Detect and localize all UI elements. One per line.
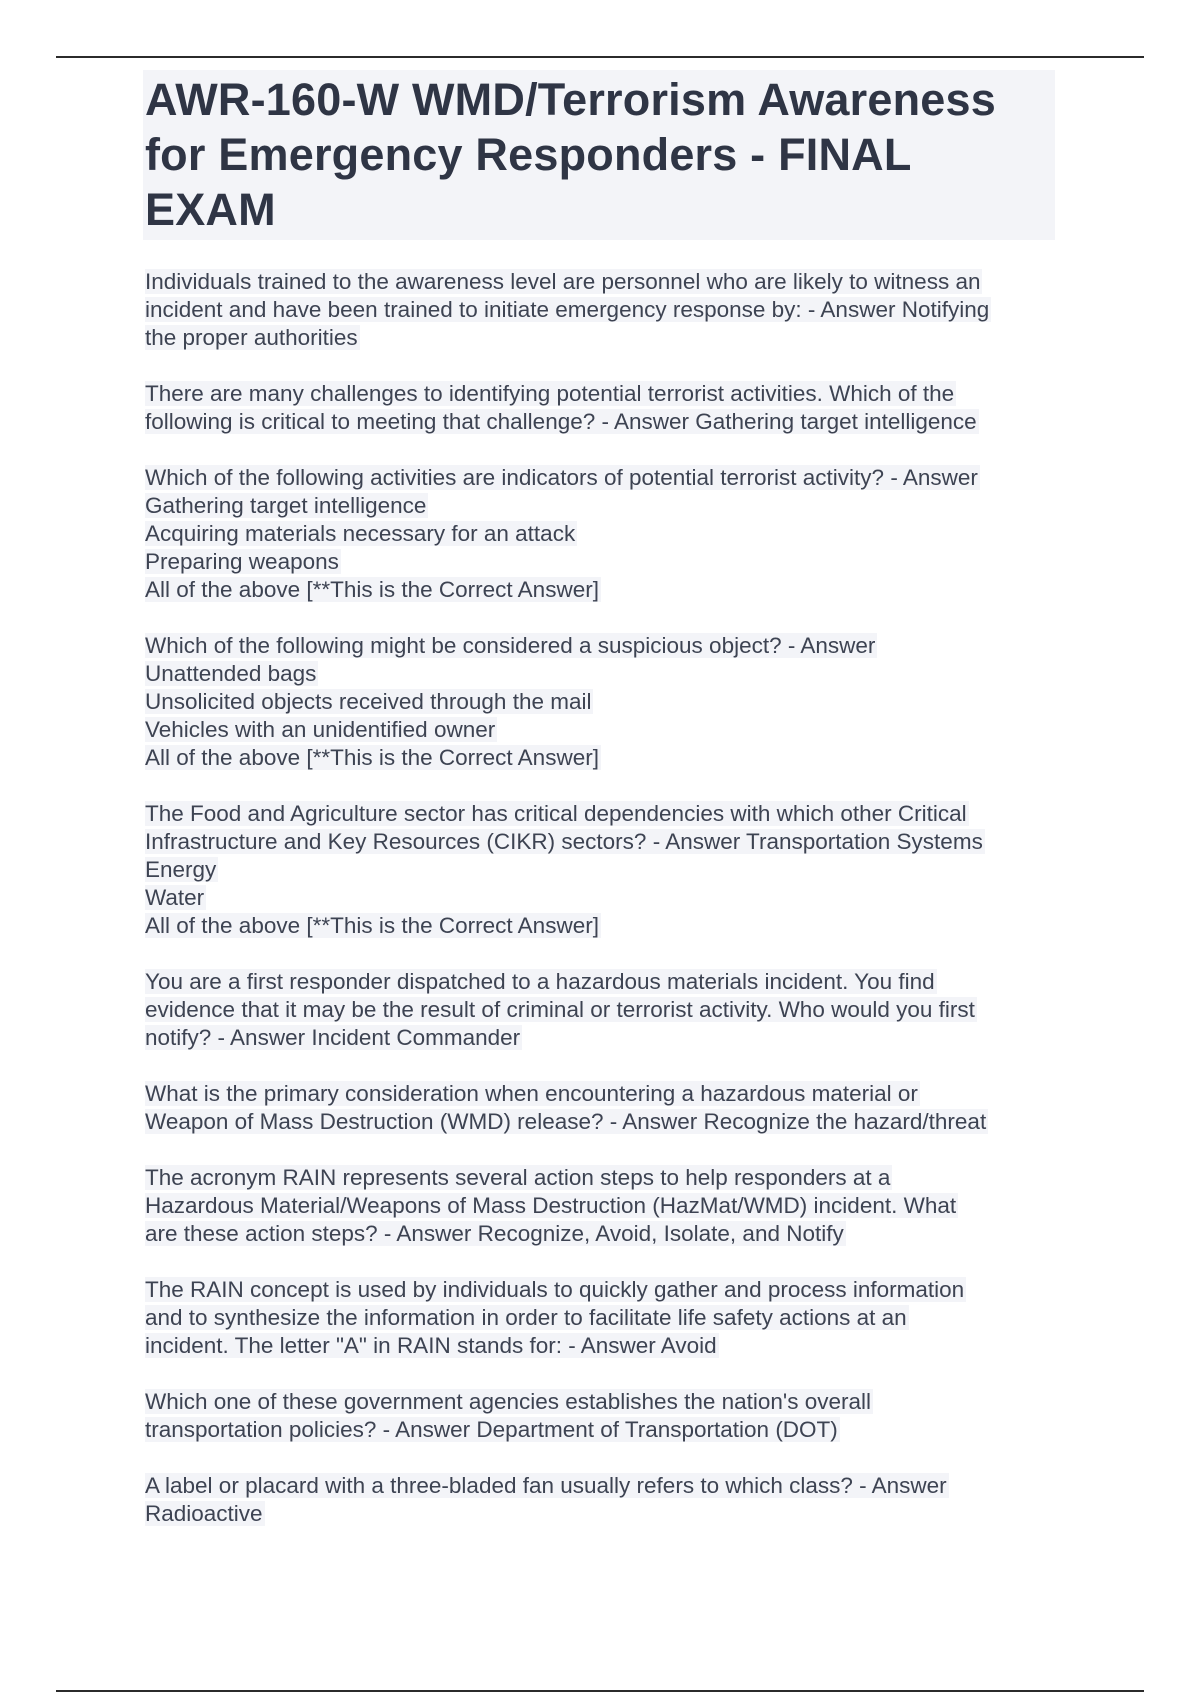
qa-line: All of the above [**This is the Correct Answer] — [145, 913, 599, 938]
qa-line: Acquiring materials necessary for an attack — [145, 521, 576, 546]
qa-line: are these action steps? - Answer Recognize, Avoid, Isolate, and Notify — [145, 1221, 844, 1246]
qa-line: transportation policies? - Answer Department of Transportation (DOT) — [145, 1417, 838, 1442]
top-divider — [56, 56, 1144, 58]
qa-item — [145, 800, 1055, 940]
qa-item — [145, 464, 1055, 604]
qa-line: Which of the following activities are indicators of potential terrorist activity? - Answer — [145, 465, 978, 490]
qa-item — [145, 268, 1055, 352]
question-answer-list — [145, 268, 1055, 1528]
qa-line: Individuals trained to the awareness level are personnel who are likely to witness an — [145, 269, 981, 294]
document-title — [145, 72, 1053, 237]
qa-line: and to synthesize the information in order to facilitate life safety actions at an — [145, 1305, 907, 1330]
qa-item — [145, 968, 1055, 1052]
qa-line: All of the above [**This is the Correct Answer] — [145, 745, 599, 770]
qa-line: Infrastructure and Key Resources (CIKR) sectors? - Answer Transportation Systems — [145, 829, 983, 854]
qa-line: What is the primary consideration when encountering a hazardous material or — [145, 1081, 918, 1106]
qa-line: The Food and Agriculture sector has critical dependencies with which other Critical — [145, 801, 967, 826]
qa-item — [145, 1164, 1055, 1248]
qa-line: following is critical to meeting that challenge? - Answer Gathering target intelligence — [145, 409, 977, 434]
qa-line: A label or placard with a three-bladed fan usually refers to which class? - Answer — [145, 1473, 947, 1498]
qa-line: There are many challenges to identifying potential terrorist activities. Which of the — [145, 381, 955, 406]
qa-line: Unattended bags — [145, 661, 317, 686]
qa-line: All of the above [**This is the Correct Answer] — [145, 577, 599, 602]
qa-line: The RAIN concept is used by individuals to quickly gather and process information — [145, 1277, 965, 1302]
qa-item — [145, 1388, 1055, 1444]
bottom-divider — [56, 1690, 1144, 1692]
qa-line: The acronym RAIN represents several action steps to help responders at a — [145, 1165, 891, 1190]
qa-line: Gathering target intelligence — [145, 493, 427, 518]
qa-item — [145, 1080, 1055, 1136]
qa-item — [145, 1472, 1055, 1528]
qa-line: evidence that it may be the result of criminal or terrorist activity. Who would you first — [145, 997, 975, 1022]
qa-line: Water — [145, 885, 205, 910]
qa-line: notify? - Answer Incident Commander — [145, 1025, 521, 1050]
qa-line: Energy — [145, 857, 217, 882]
title-line: for Emergency Responders - FINAL — [145, 129, 912, 180]
qa-item — [145, 380, 1055, 436]
qa-line: Radioactive — [145, 1501, 263, 1526]
qa-line: Preparing weapons — [145, 549, 339, 574]
qa-line: Hazardous Material/Weapons of Mass Destruction (HazMat/WMD) incident. What — [145, 1193, 957, 1218]
qa-line: Weapon of Mass Destruction (WMD) release? - Answer Recognize the hazard/threat — [145, 1109, 987, 1134]
qa-line: incident and have been trained to initiate emergency response by: - Answer Notifying — [145, 297, 990, 322]
qa-line: You are a first responder dispatched to a hazardous materials incident. You find — [145, 969, 935, 994]
title-line: AWR-160-W WMD/Terrorism Awareness — [145, 74, 996, 125]
title-line: EXAM — [145, 184, 276, 235]
qa-item — [145, 632, 1055, 772]
qa-line: Which of the following might be considered a suspicious object? - Answer — [145, 633, 876, 658]
qa-line: Vehicles with an unidentified owner — [145, 717, 496, 742]
qa-line: Which one of these government agencies establishes the nation's overall — [145, 1389, 871, 1414]
qa-item — [145, 1276, 1055, 1360]
qa-line: incident. The letter "A" in RAIN stands for: - Answer Avoid — [145, 1333, 717, 1358]
document-body — [145, 70, 1055, 1556]
document-title-block — [143, 70, 1055, 240]
qa-line: the proper authorities — [145, 325, 358, 350]
qa-line: Unsolicited objects received through the mail — [145, 689, 592, 714]
